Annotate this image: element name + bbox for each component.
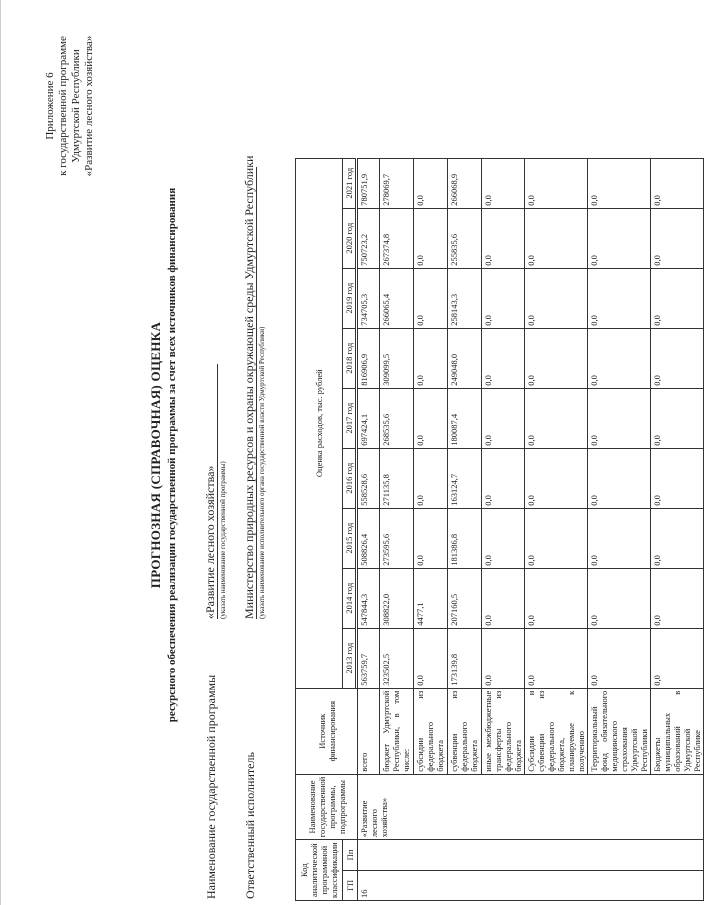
value-cell: 278069,7	[380, 158, 414, 208]
value-cell: 0,0	[588, 208, 651, 268]
value-cell: 271135,8	[380, 448, 414, 508]
header-source: Источник финансирования	[296, 688, 358, 774]
appendix-line-4: «Развитие лесного хозяйства»	[83, 35, 95, 177]
value-cell: 207160,5	[448, 568, 482, 628]
value-cell: 0,0	[482, 508, 525, 568]
value-cell: 0,0	[525, 448, 588, 508]
value-cell: 816906,9	[358, 328, 380, 388]
value-cell: 258143,3	[448, 268, 482, 328]
value-cell: 0,0	[414, 158, 448, 208]
value-cell: 0,0	[651, 628, 704, 688]
value-cell: 0,0	[525, 568, 588, 628]
value-cell: 0,0	[588, 628, 651, 688]
value-cell: 0,0	[482, 328, 525, 388]
title-line-2: ресурсного обеспечения реализации государственной программы за счет всех источников финансирования	[166, 187, 178, 723]
program-name-cell: «Развитие лесного хозяйства»	[358, 774, 704, 840]
value-cell: 734705,3	[358, 268, 380, 328]
value-cell: 0,0	[651, 268, 704, 328]
header-year: 2015 год	[343, 508, 356, 568]
header-year: 2018 год	[343, 328, 356, 388]
source-cell: Бюджеты муниципальных образований в Удмуртской Республике	[651, 688, 704, 774]
value-cell: 0,0	[588, 568, 651, 628]
value-cell: 180087,4	[448, 388, 482, 448]
value-cell: 0,0	[651, 388, 704, 448]
value-cell: 181386,8	[448, 508, 482, 568]
subprogram-code-cell	[358, 840, 704, 870]
value-cell: 0,0	[414, 448, 448, 508]
value-cell: 0,0	[651, 508, 704, 568]
appendix-line-3: Удмуртской Республики	[70, 49, 82, 163]
value-cell: 0,0	[482, 448, 525, 508]
header-year: 2016 год	[343, 448, 356, 508]
header-estimate: Оценка расходов, тыс. рублей	[296, 158, 343, 688]
value-cell: 697424,1	[358, 388, 380, 448]
value-cell: 308822,0	[380, 568, 414, 628]
value-cell: 0,0	[651, 328, 704, 388]
value-cell: 563759,7	[358, 628, 380, 688]
appendix-block	[44, 17, 96, 195]
value-cell: 0,0	[651, 158, 704, 208]
program-name-value: «Развитие лесного хозяйства»	[203, 364, 218, 619]
value-cell: 558528,6	[358, 448, 380, 508]
value-cell: 0,0	[414, 388, 448, 448]
header-year: 2017 год	[343, 388, 356, 448]
value-cell: 267374,8	[380, 208, 414, 268]
value-cell: 0,0	[588, 328, 651, 388]
header-year: 2020 год	[343, 208, 356, 268]
value-cell: 0,0	[525, 208, 588, 268]
executor-label: Ответственный исполнитель	[243, 752, 257, 899]
header-program-name: Наименование государственной программы, подпрограммы	[296, 774, 358, 840]
value-cell: 249048,0	[448, 328, 482, 388]
value-cell: 0,0	[482, 628, 525, 688]
value-cell: 547844,3	[358, 568, 380, 628]
value-cell: 0,0	[651, 448, 704, 508]
source-cell: бюджет Удмуртской Республики, в том числе:	[380, 688, 414, 774]
value-cell: 0,0	[588, 448, 651, 508]
source-cell: Территориальный фонд обязательного медицинского страхования Удмуртской Республики	[588, 688, 651, 774]
value-cell: 173139,8	[448, 628, 482, 688]
value-cell: 266065,4	[380, 268, 414, 328]
source-cell: иные межбюджетные трансферты из федерального бюджета	[482, 688, 525, 774]
table-row	[358, 158, 380, 900]
value-cell: 0,0	[414, 268, 448, 328]
appendix-line-1: Приложение 6	[44, 72, 56, 140]
value-cell: 0,0	[651, 208, 704, 268]
value-cell: 0,0	[588, 508, 651, 568]
value-cell: 0,0	[414, 208, 448, 268]
budget-table	[295, 158, 704, 901]
value-cell: 780751,9	[358, 158, 380, 208]
value-cell: 309099,5	[380, 328, 414, 388]
value-cell: 4477,1	[414, 568, 448, 628]
title-line-1: ПРОГНОЗНАЯ (СПРАВОЧНАЯ) ОЦЕНКА	[148, 321, 163, 589]
value-cell: 323502,5	[380, 628, 414, 688]
value-cell: 268535,6	[380, 388, 414, 448]
source-cell: Субсидии и субвенции из федерального бюджета, планируемые к получению	[525, 688, 588, 774]
value-cell: 0,0	[482, 388, 525, 448]
value-cell: 0,0	[482, 268, 525, 328]
header-year: 2014 год	[343, 568, 356, 628]
source-cell: всего	[358, 688, 380, 774]
header-year: 2013 год	[343, 628, 356, 688]
value-cell: 0,0	[525, 508, 588, 568]
scan-edge	[0, 0, 1, 905]
value-cell: 0,0	[414, 508, 448, 568]
program-code-cell: 16	[358, 870, 704, 900]
header-year: 2019 год	[343, 268, 356, 328]
header-pp: Пп	[343, 840, 358, 870]
value-cell: 163124,7	[448, 448, 482, 508]
source-cell: субвенции из федерального бюджета	[448, 688, 482, 774]
program-name-label: Наименование государственной программы	[204, 674, 218, 899]
executor-hint: (указать наименование исполнительного органа государственной власти Удмуртской Республики)	[258, 326, 266, 619]
value-cell: 0,0	[588, 268, 651, 328]
value-cell: 255835,6	[448, 208, 482, 268]
value-cell: 0,0	[525, 328, 588, 388]
value-cell: 508826,4	[358, 508, 380, 568]
executor-value: Министерство природных ресурсов и охраны окружающей среды Удмуртской Республики	[242, 155, 256, 619]
header-code: Код аналитической программной классификации	[296, 840, 343, 901]
value-cell: 0,0	[482, 568, 525, 628]
value-cell: 0,0	[588, 388, 651, 448]
value-cell: 0,0	[414, 328, 448, 388]
value-cell: 0,0	[482, 158, 525, 208]
value-cell: 273595,6	[380, 508, 414, 568]
value-cell: 0,0	[525, 628, 588, 688]
value-cell: 0,0	[651, 568, 704, 628]
value-cell: 0,0	[525, 158, 588, 208]
value-cell: 0,0	[525, 268, 588, 328]
value-cell: 266068,9	[448, 158, 482, 208]
header-gp: ГП	[343, 870, 358, 900]
document-title	[148, 125, 178, 785]
appendix-line-2: к государственной программе	[57, 36, 69, 176]
program-name-hint: (указать наименование государственной программы)	[219, 461, 227, 619]
value-cell: 0,0	[482, 208, 525, 268]
header-year: 2021 год	[343, 158, 356, 208]
source-cell: субсидии из федерального бюджета	[414, 688, 448, 774]
value-cell: 0,0	[414, 628, 448, 688]
value-cell: 0,0	[588, 158, 651, 208]
value-cell: 0,0	[525, 388, 588, 448]
value-cell: 750723,2	[358, 208, 380, 268]
